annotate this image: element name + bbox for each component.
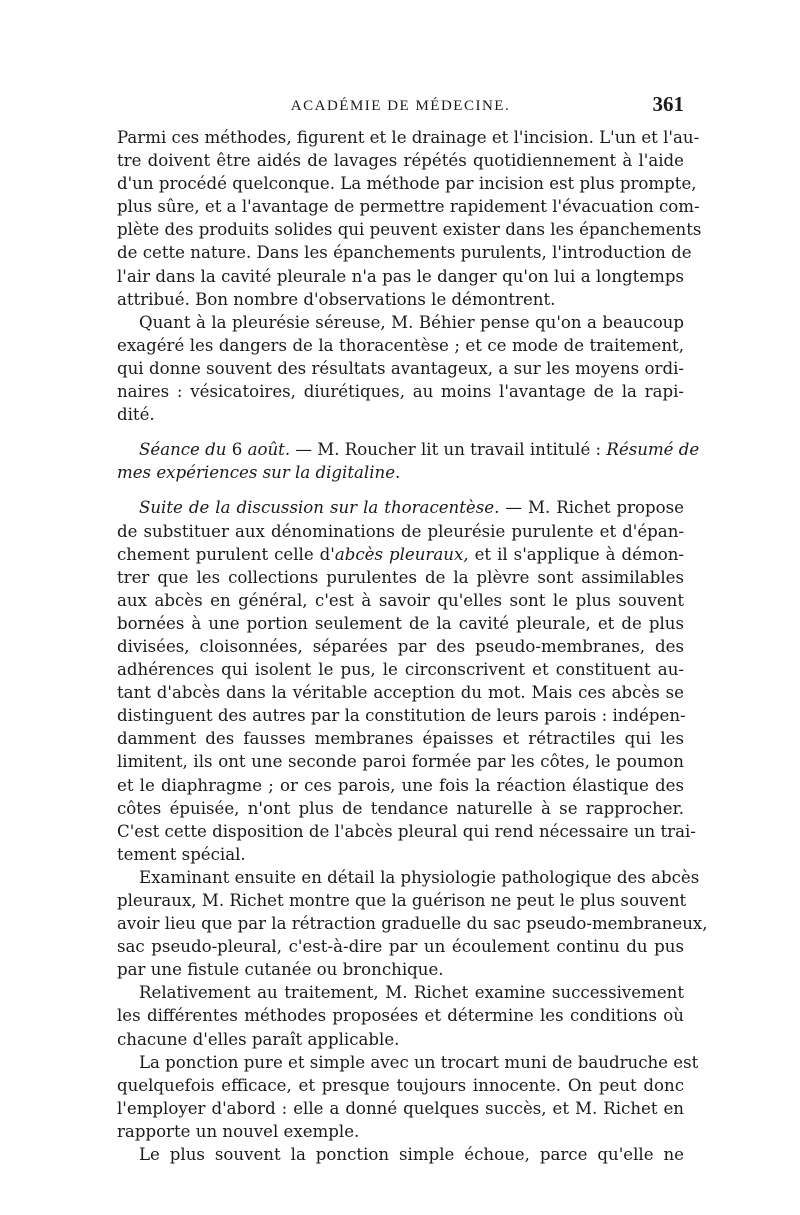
text-line: Examinant ensuite en détail la physiologie pathologique des abcès [139,867,700,887]
text-line: tement spécial. [117,844,246,864]
text-line: côtes épuisée, n'ont plus de tendance naturelle à se rapprocher. [117,798,684,818]
seance-month: août. [247,440,291,460]
document-page [117,92,708,1166]
suite-line3-pre: chement purulent celle d' [117,544,335,564]
text-line: sac pseudo-pleural, c'est-à-dire par un écoulement continu du pus [117,937,684,957]
text-line: divisées, cloisonnées, séparées par des pseudo-membranes, des [117,636,684,656]
text-line: adhérences qui isolent le pus, le circonscrivent et constituent au- [117,660,684,680]
text-line [117,496,684,519]
text-line: Le plus souvent la ponction simple échoue, parce qu'elle ne [139,1145,684,1165]
paragraph-seance [117,438,700,484]
text-line: de cette nature. Dans les épanchements purulents, l'introduction de [117,243,692,263]
running-title: ACADÉMIE DE MÉDECINE. [290,98,511,114]
text-line [117,438,700,461]
seance-title-part-1: Résumé de [606,440,700,460]
text-line: tant d'abcès dans la véritable acception du mot. Mais ces abcès se [117,683,684,703]
text-line: par une fistule cutanée ou bronchique. [117,960,444,980]
text-line: d'un procédé quelconque. La méthode par incision est plus prompte, [117,174,697,194]
text-line: chacune d'elles paraît applicable. [117,1029,400,1049]
seance-text: — M. Roucher lit un travail intitulé : [290,440,607,460]
text-line [117,461,684,484]
paragraph-physiologie [117,866,708,981]
paragraph-suite-discussion [117,496,696,866]
text-line: quelquefois efficace, et presque toujours innocente. On peut donc [117,1075,684,1095]
suite-line3-post: et il s'applique à démon- [468,544,684,564]
text-line: qui donne souvent des résultats avantageux, a sur les moyens ordi- [117,358,684,378]
text-line: dité. [117,405,155,425]
seance-title-part-2: mes expériences sur la digitaline. [117,463,401,483]
seance-day: 6 [231,440,243,460]
paragraph-ponction-echoue [117,1143,684,1166]
text-line: tre doivent être aidés de lavages répétés quotidiennement à l'aide [117,151,684,171]
text-line: C'est cette disposition de l'abcès pleural qui rend nécessaire un trai- [117,821,696,841]
text-line: et le diaphragme ; or ces parois, une fois la réaction élastique des [117,775,684,795]
text-line: rapporte un nouvel exemple. [117,1121,360,1141]
text-line: bornées à une portion seulement de la cavité pleurale, et de plus [117,613,684,633]
text-line: limitent, ils ont une seconde paroi formée par les côtes, le poumon [117,752,684,772]
text-line: plus sûre, et a l'avantage de permettre rapidement l'évacuation com- [117,197,700,217]
paragraph-methodes [117,126,702,311]
text-line: naires : vésicatoires, diurétiques, au moins l'avantage de la rapi- [117,382,684,402]
text-line [117,543,684,566]
text-line: l'air dans la cavité pleurale n'a pas le danger qu'on lui a longtemps [117,266,684,286]
text-line: trer que les collections purulentes de la plèvre sont assimilables [117,567,684,587]
text-line: de substituer aux dénominations de pleurésie purulente et d'épan- [117,521,684,541]
text-line: l'employer d'abord : elle a donné quelques succès, et M. Richet en [117,1098,684,1118]
text-line: plète des produits solides qui peuvent exister dans les épanchements [117,220,702,240]
running-header [117,92,684,126]
abces-pleuraux-term: abcès pleuraux, [334,544,469,564]
seance-label: Séance du [139,440,227,460]
suite-label: Suite de la discussion sur la thoracentèse. [139,498,500,518]
text-line: avoir lieu que par la rétraction graduelle du sac pseudo-membraneux, [117,914,708,934]
paragraph-ponction-pure [117,1051,699,1143]
paragraph-traitement [117,981,684,1050]
text-line: les différentes méthodes proposées et détermine les conditions où [117,1006,684,1026]
text-line: attribué. Bon nombre d'observations le démontrent. [117,289,556,309]
text-line: damment des fausses membranes épaisses et rétractiles qui les [117,729,684,749]
text-line: Relativement au traitement, M. Richet examine successivement [139,983,684,1003]
text-line: pleuraux, M. Richet montre que la guérison ne peut le plus souvent [117,891,687,910]
paragraph-pleuresie-sereuse [117,311,684,426]
suite-first-line-rest: — M. Richet propose [499,498,684,518]
text-line: La ponction pure et simple avec un trocart muni de baudruche est [139,1052,699,1072]
text-line: Quant à la pleurésie séreuse, M. Béhier pense qu'on a beaucoup [139,312,684,332]
text-line: exagéré les dangers de la thoracentèse ; et ce mode de traitement, [117,335,684,355]
page-number: 361 [652,92,684,116]
text-line: aux abcès en général, c'est à savoir qu'elles sont le plus souvent [117,590,684,610]
text-line: Parmi ces méthodes, figurent et le drainage et l'incision. L'un et l'au- [117,128,700,147]
text-line: distinguent des autres par la constitution de leurs parois : indépen- [117,706,686,726]
